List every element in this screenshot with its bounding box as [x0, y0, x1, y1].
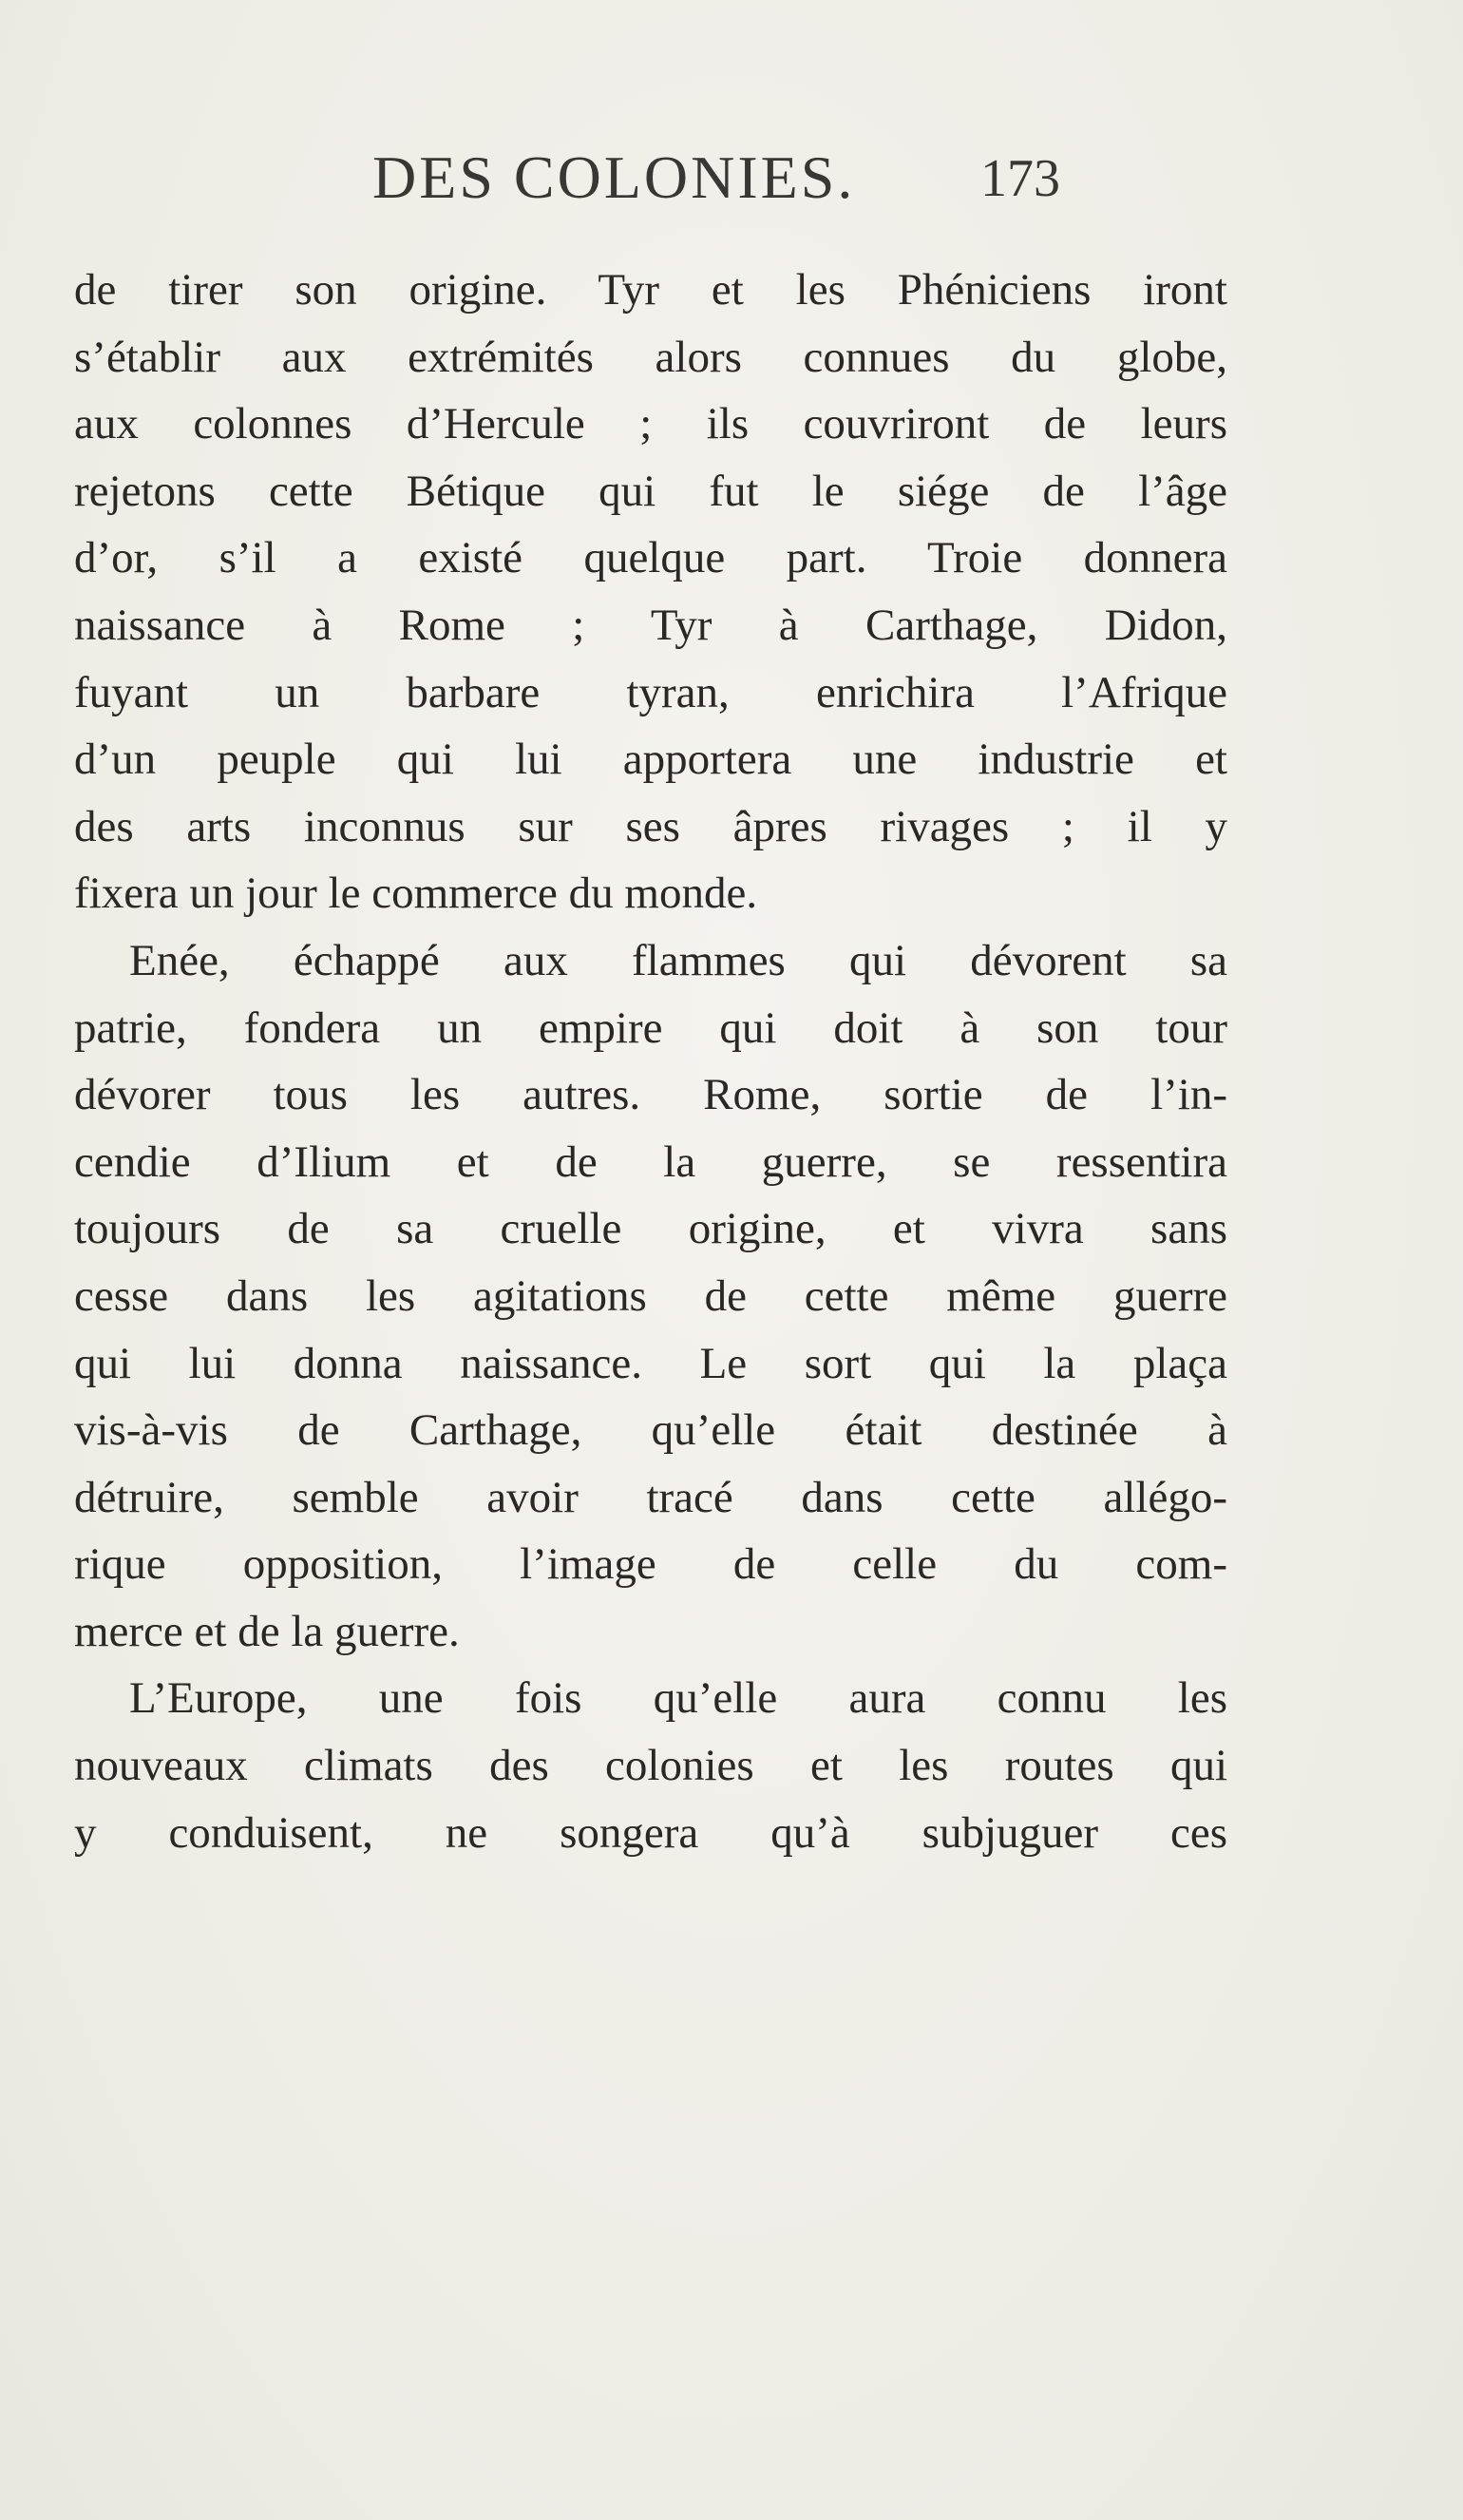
text-line: cendie d’Ilium et de la guerre, se ressentira: [74, 1136, 1227, 1187]
text-line: de tirer son origine. Tyr et les Phéniciens iront: [74, 265, 1227, 315]
text-line: L’Europe, une fois qu’elle aura connu les: [129, 1673, 1227, 1724]
text-line: nouveaux climats des colonies et les routes qui: [74, 1741, 1227, 1791]
text-line: vis-à-vis de Carthage, qu’elle était destinée à: [74, 1405, 1227, 1456]
text-line: fixera un jour le commerce du monde.: [74, 869, 758, 919]
text-line: merce et de la guerre.: [74, 1606, 460, 1656]
text-line: rejetons cette Bétique qui fut le siége de l’âge: [74, 466, 1227, 516]
text-line: des arts inconnus sur ses âpres rivages ; il y: [74, 801, 1227, 851]
paragraph-1: [74, 257, 1227, 927]
text-line: fuyant un barbare tyran, enrichira l’Afrique: [74, 667, 1227, 717]
page-number: 173: [980, 149, 1060, 208]
text-line: naissance à Rome ; Tyr à Carthage, Didon,: [74, 600, 1227, 650]
text-line: qui lui donna naissance. Le sort qui la plaça: [74, 1338, 1227, 1388]
text-line: aux colonnes d’Hercule ; ils couvriront de leurs: [74, 399, 1227, 449]
text-line: d’or, s’il a existé quelque part. Troie donnera: [74, 533, 1227, 583]
text-line: s’établir aux extrémités alors connues du globe,: [74, 332, 1227, 382]
paragraph-2: [74, 927, 1227, 1666]
text-line: toujours de sa cruelle origine, et vivra sans: [74, 1204, 1227, 1254]
text-line: dévorer tous les autres. Rome, sortie de l’in-: [74, 1070, 1227, 1120]
running-title: DES COLONIES.: [372, 143, 856, 211]
page-header: [372, 143, 1227, 228]
text-line: y conduisent, ne songera qu’à subjuguer ces: [74, 1807, 1227, 1858]
text-line: rique opposition, l’image de celle du com-: [74, 1539, 1227, 1590]
paragraph-3: [74, 1665, 1227, 1866]
text-line: d’un peuple qui lui apportera une industrie et: [74, 735, 1227, 785]
text-line: Enée, échappé aux flammes qui dévorent sa: [129, 935, 1227, 985]
text-line: détruire, semble avoir tracé dans cette allégo-: [74, 1472, 1227, 1522]
text-line: cesse dans les agitations de cette même guerre: [74, 1270, 1227, 1321]
text-line: patrie, fondera un empire qui doit à son tour: [74, 1002, 1227, 1053]
body-text: [74, 257, 1227, 1866]
